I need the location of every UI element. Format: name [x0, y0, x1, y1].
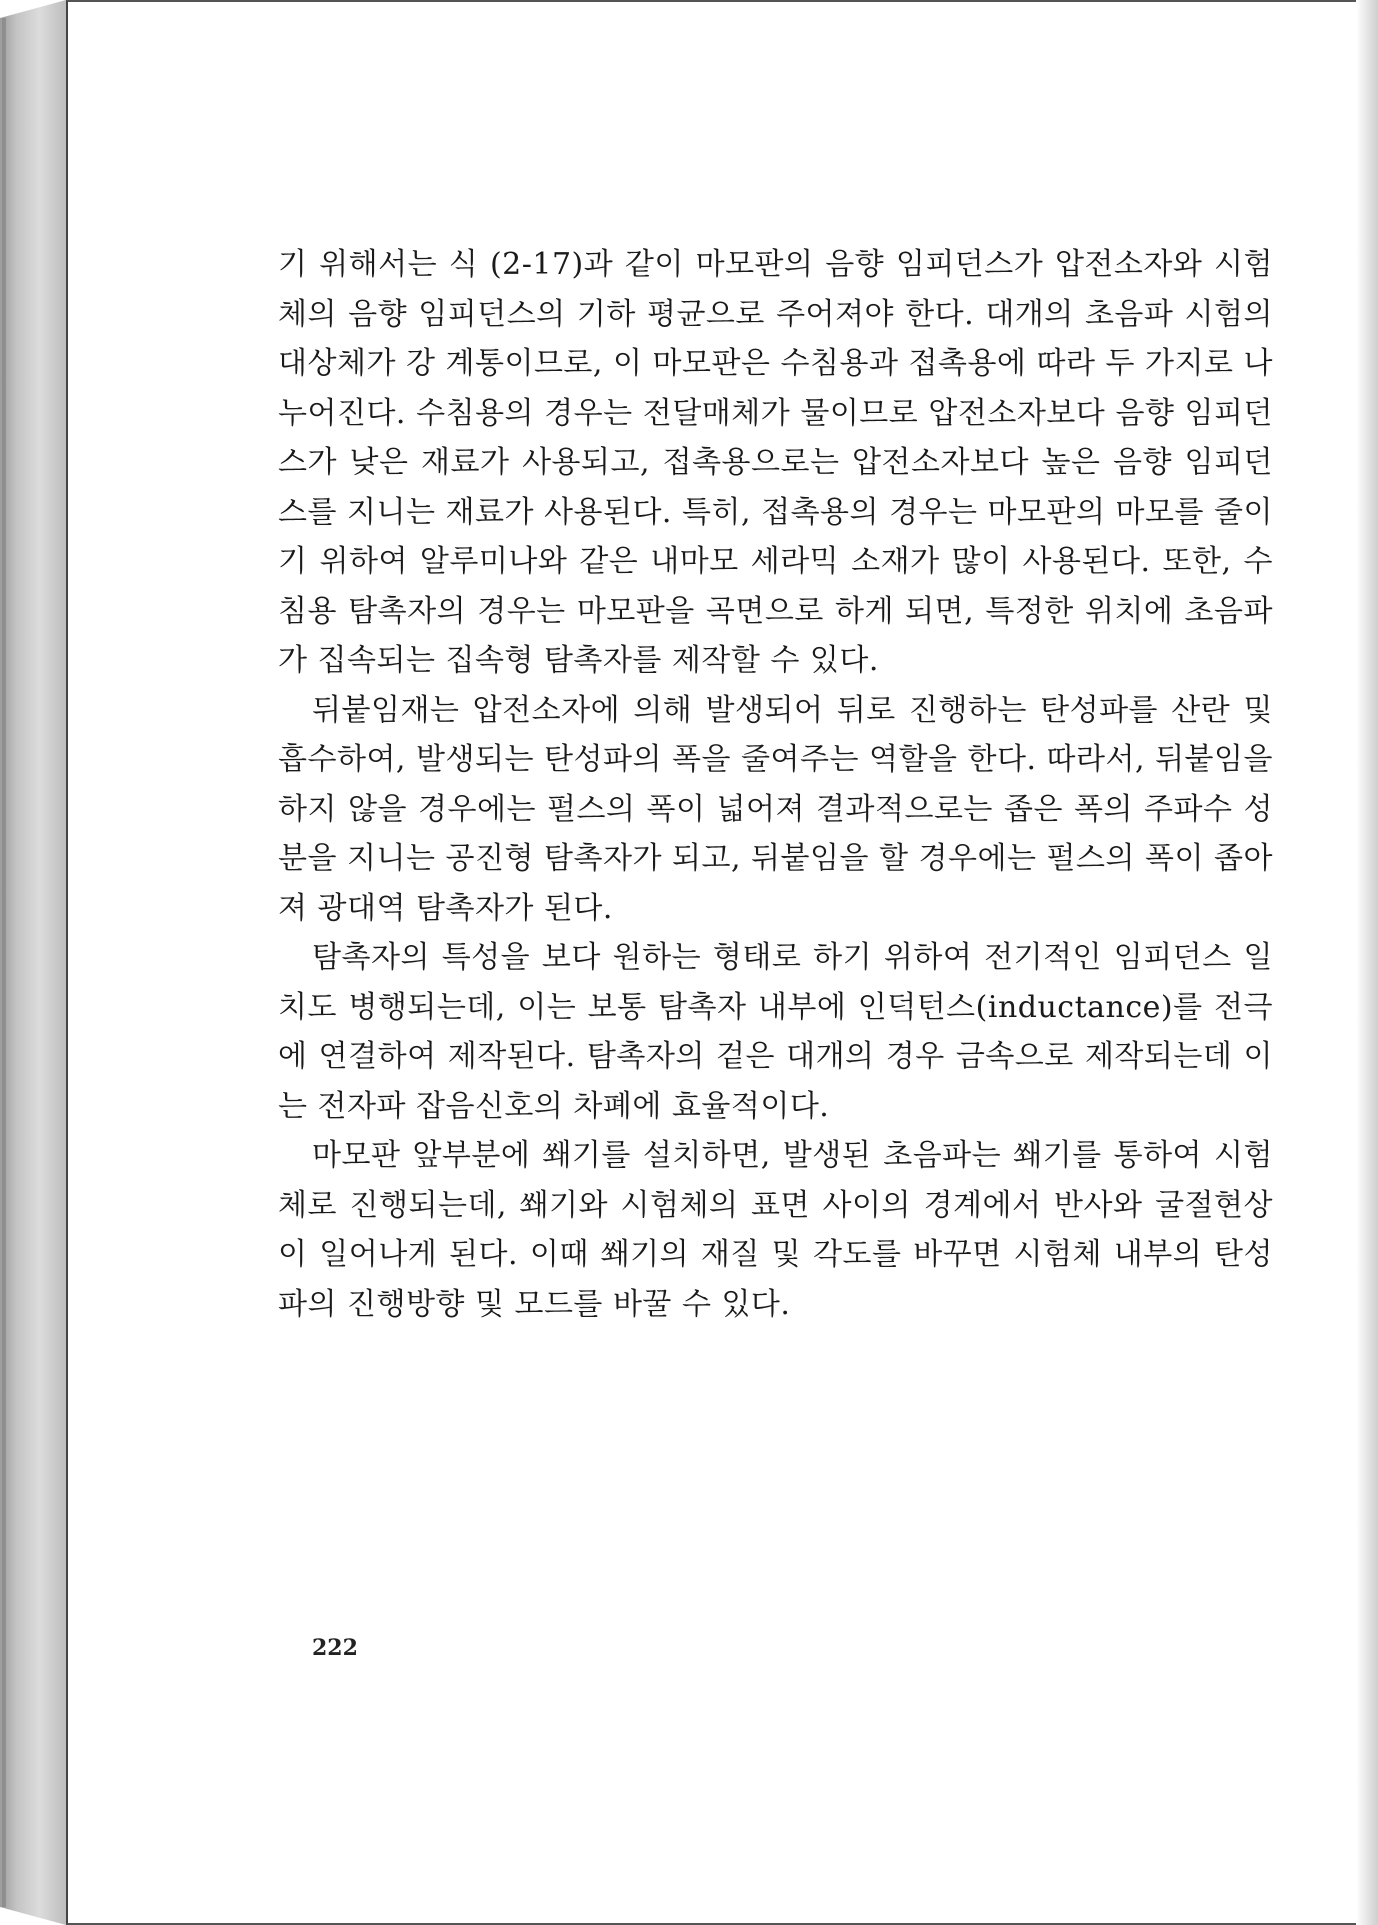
page-number: 222 — [312, 1635, 358, 1661]
paragraph-1: 기 위해서는 식 (2-17)과 같이 마모판의 음향 임피던스가 압전소자와 시험체의 음향 임피던스의 기하 평균으로 주어져야 한다. 대개의 초음파 시험의 대상체가 강 계통이므로, 이 마모판은 수침용과 접촉용에 따라 두 가지로 나누어진다. 수침용의 경우는 전달매체가 물이므로 압전소자보다 음향 임피던스가 낮은 재료가 사용되고, 접촉용으로는 압전소자보다 높은 음향 임피던스를 지니는 재료가 사용된다. 특히, 접촉용의 경우는 마모판의 마모를 줄이기 위하여 알루미나와 같은 내마모 세라믹 소재가 많이 사용된다. 또한, 수침용 탐촉자의 경우는 마모판을 곡면으로 하게 되면, 특정한 위치에 초음파가 집속되는 집속형 탐촉자를 제작할 수 있다. — [278, 247, 1273, 678]
page-body — [278, 240, 1273, 1329]
paragraph-2: 뒤붙임재는 압전소자에 의해 발생되어 뒤로 진행하는 탄성파를 산란 및 흡수하여, 발생되는 탄성파의 폭을 줄여주는 역할을 한다. 따라서, 뒤붙임을 하지 않을 경우에는 펄스의 폭이 넓어져 결과적으로는 좁은 폭의 주파수 성분을 지니는 공진형 탐촉자가 되고, 뒤붙임을 할 경우에는 펄스의 폭이 좁아져 광대역 탐촉자가 된다. — [278, 692, 1273, 926]
page-right-shadow — [1356, 0, 1378, 1925]
book-spine — [0, 0, 66, 1925]
book-page — [66, 0, 1356, 1925]
paragraph-3: 탐촉자의 특성을 보다 원하는 형태로 하기 위하여 전기적인 임피던스 일치도 병행되는데, 이는 보통 탐촉자 내부에 인덕턴스(inductance)를 전극에 연결하여 제작된다. 탐촉자의 겉은 대개의 경우 금속으로 제작되는데 이는 전자파 잡음신호의 차폐에 효율적이다. — [278, 940, 1273, 1124]
book-spine-edge — [2, 18, 6, 1907]
paragraph-4: 마모판 앞부분에 쐐기를 설치하면, 발생된 초음파는 쐐기를 통하여 시험체로 진행되는데, 쐐기와 시험체의 표면 사이의 경계에서 반사와 굴절현상이 일어나게 된다. 이때 쐐기의 재질 및 각도를 바꾸면 시험체 내부의 탄성파의 진행방향 및 모드를 바꿀 수 있다. — [278, 1138, 1273, 1322]
